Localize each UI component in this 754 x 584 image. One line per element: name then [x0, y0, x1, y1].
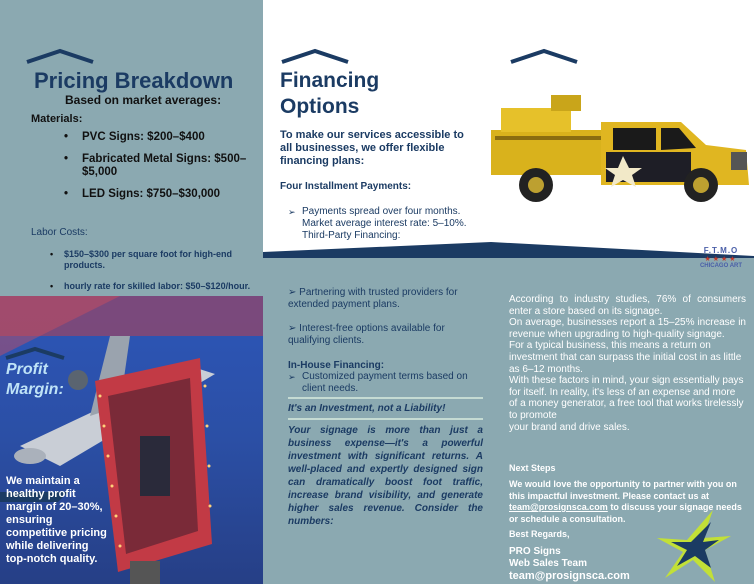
roi-paragraph: According to industry studies, 76% of consumers enter a store based on its signage. [509, 294, 746, 317]
next-steps-text-part: to discuss your signage needs or schedule a consultation. [509, 502, 742, 524]
profit-title-text: Profit Margin: [6, 361, 64, 398]
star-icon [653, 508, 733, 584]
chevron-decoration-icon [4, 345, 66, 361]
regards-text: Best Regards, [509, 529, 570, 539]
divider [288, 397, 483, 399]
divider [288, 418, 483, 420]
materials-list [64, 131, 254, 210]
signature-team: Web Sales Team [509, 558, 587, 569]
labor-label: Labor Costs: [31, 227, 88, 238]
inhouse-label: In-House Financing: [288, 360, 385, 371]
profit-margin-title [6, 360, 86, 400]
financing-title-line: Options [280, 95, 360, 118]
roi-text [509, 294, 746, 433]
pricing-subtitle: Based on market averages: [65, 93, 222, 107]
email-link[interactable]: team@prosignsca.com [509, 502, 608, 512]
roi-paragraph: For a typical business, this means a return on investment that can surpass the initial cost in as little as 6–12 months. [509, 340, 742, 375]
financing-item [288, 287, 478, 311]
signature-email: team@prosignsca.com [509, 570, 630, 582]
chevron-decoration-icon [509, 48, 579, 64]
roi-paragraph: your brand and drive sales. [509, 421, 630, 433]
roi-paragraph: On average, businesses report a 15–25% increase in revenue when upgrading to high-quality signage. [509, 317, 746, 340]
list-item: • $150–$300 per square foot for high-end products. [50, 249, 255, 271]
financing-item-text: Interest-free options available for qualifying clients. [288, 323, 445, 346]
financing-item [288, 371, 478, 395]
roi-panel [491, 0, 754, 584]
list-item: • Fabricated Metal Signs: $500–$5,000 [64, 153, 254, 179]
next-steps-text-part: We would love the opportunity to partner with you on this impactful investment. Please contact us at [509, 479, 737, 501]
logo-stars: ★★★★ [704, 256, 738, 263]
list-item: • hourly rate for skilled labor: $50–$120/hour. [50, 281, 255, 292]
labor-list [50, 249, 255, 302]
investment-text: Your signage is more than just a business expense—it's a powerful investment with significant returns. A well-placed and expertly designed sign can dramatically boost foot traffic, increase brand visibility, and generate higher sales revenue. Consider the numbers: [288, 425, 483, 527]
arrow-bullet-icon: ➢ [288, 372, 296, 382]
installments-label: Four Installment Payments: [280, 181, 412, 192]
pricing-panel [0, 0, 263, 584]
investment-title: It's an Investment, not a Liability! [288, 403, 446, 414]
pricing-title: Pricing Breakdown [34, 68, 234, 93]
materials-label: Materials: [31, 113, 83, 125]
financing-item [288, 206, 478, 242]
roi-paragraph: With these factors in mind, your sign essentially pays for itself. In reality, it's less of an expense and more of a money generator, a free tool that works tirelessly to promote [509, 375, 744, 421]
arrow-bullet-icon: ➢ [288, 323, 300, 334]
financing-item [288, 323, 478, 347]
logo-text: F.T.M.O [703, 246, 739, 255]
financing-item-text: Payments spread over four months. Market average interest rate: 5–10%. Third-Party Financing: [302, 206, 467, 241]
chevron-decoration-icon [25, 48, 95, 64]
logo-text: CHICAGO ART [699, 263, 743, 269]
list-item: • LED Signs: $750–$30,000 [64, 188, 254, 201]
signature-company: PRO Signs [509, 546, 561, 557]
financing-title-line: Financing [280, 69, 380, 92]
arrow-bullet-icon: ➢ [288, 287, 300, 298]
financing-item-text: Customized payment terms based on client needs. [302, 371, 468, 394]
financing-item-text: Partnering with trusted providers for extended payment plans. [288, 287, 458, 310]
chevron-decoration-icon [280, 48, 350, 64]
next-steps-title: Next Steps [509, 463, 556, 473]
signature-block [509, 546, 630, 582]
service-truck-image [491, 90, 754, 210]
financing-title [280, 68, 379, 120]
financing-panel [263, 0, 491, 584]
list-item: • PVC Signs: $200–$400 [64, 131, 254, 144]
arrow-bullet-icon: ➢ [288, 207, 296, 217]
financing-intro: To make our services accessible to all businesses, we offer flexible financing plans: [280, 129, 464, 167]
profit-margin-text: We maintain a healthy profit margin of 20–30%, ensuring competitive pricing while delivering top-notch quality. [6, 475, 107, 565]
ftmo-logo [691, 246, 751, 269]
